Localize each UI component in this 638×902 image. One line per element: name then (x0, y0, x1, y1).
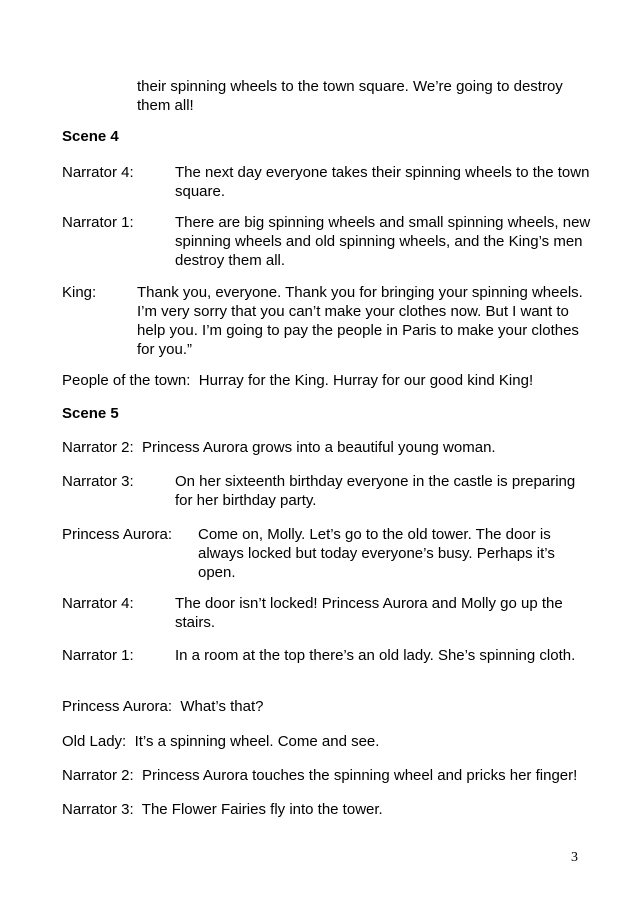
line-text: The door isn’t locked! Princess Aurora and Molly go up the stairs. (175, 595, 563, 631)
script-line-narrator-3 (62, 472, 592, 512)
line-text: Princess Aurora grows into a beautiful young woman. (142, 439, 496, 456)
script-line-old-lady (62, 732, 592, 751)
script-line-king (62, 283, 592, 361)
script-line-narrator-3 (62, 800, 592, 819)
speaker-label: Princess Aurora: (62, 698, 173, 715)
continuation-text: their spinning wheels to the town square. We’re going to destroy them all! (137, 78, 563, 114)
page-number: 3 (571, 850, 578, 865)
script-line-narrator-4 (62, 163, 592, 203)
line-text: Thank you, everyone. Thank you for bringing your spinning wheels. I’m very sorry that you can’t make your clothes now. But I want to help you. I’m going to pay the people in Paris to make your clothes for you.” (137, 284, 583, 358)
line-text: Come on, Molly. Let’s go to the old tower. The door is always locked but today everyone’s busy. Perhaps it’s open. (198, 526, 555, 581)
speaker-label: Narrator 3: (62, 801, 134, 818)
script-line-princess-aurora (62, 525, 592, 585)
line-text: It’s a spinning wheel. Come and see. (134, 733, 380, 750)
script-line-people-of-the-town (62, 371, 592, 390)
line-text: The next day everyone takes their spinning wheels to the town square. (175, 164, 590, 200)
speaker-label: Narrator 2: (62, 767, 134, 784)
speaker-label: Old Lady: (62, 733, 127, 750)
line-text: Hurray for the King. Hurray for our good kind King! (198, 372, 534, 389)
speaker-label: Princess Aurora: (62, 526, 173, 543)
line-text: The Flower Fairies fly into the tower. (141, 801, 383, 818)
speaker-label: People of the town: (62, 372, 191, 389)
speaker-label: Narrator 3: (62, 473, 134, 490)
line-text: On her sixteenth birthday everyone in the castle is preparing for her birthday party. (175, 473, 576, 509)
speaker-label: Narrator 2: (62, 439, 134, 456)
script-line-narrator-2 (62, 766, 602, 785)
line-text: There are big spinning wheels and small spinning wheels, new spinning wheels and old spinning wheels, and the King’s men destroy them all. (175, 214, 591, 269)
script-line-narrator-4 (62, 594, 592, 634)
speaker-label: King: (62, 284, 97, 301)
speaker-label: Narrator 1: (62, 214, 134, 231)
line-text: What’s that? (180, 698, 264, 715)
script-line-narrator-1 (62, 213, 592, 273)
script-line-princess-aurora (62, 697, 592, 716)
line-text: In a room at the top there’s an old lady. She’s spinning cloth. (175, 647, 576, 664)
script-line-narrator-1 (62, 646, 592, 686)
speaker-label: Narrator 4: (62, 164, 134, 181)
speaker-label: Narrator 4: (62, 595, 134, 612)
scene-4-heading: Scene 4 (62, 128, 119, 145)
line-text: Princess Aurora touches the spinning wheel and pricks her finger! (142, 767, 578, 784)
scene-5-heading: Scene 5 (62, 405, 119, 422)
script-line-narrator-2 (62, 438, 592, 457)
speaker-label: Narrator 1: (62, 647, 134, 664)
